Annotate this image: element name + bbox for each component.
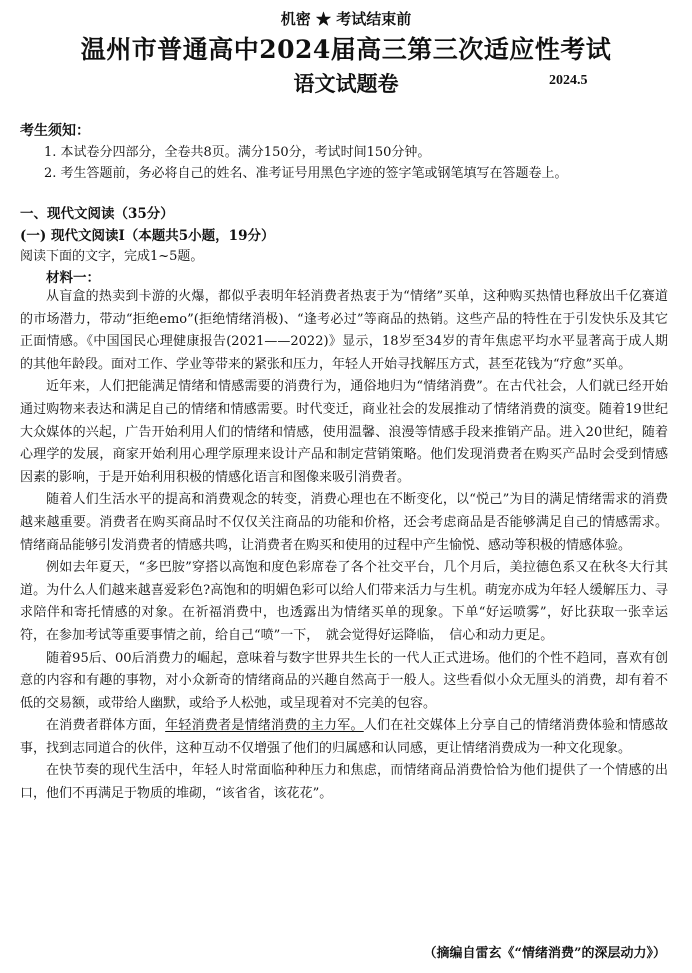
article-body [20, 286, 668, 806]
paragraph-1: 从盲盒的热卖到卡游的火爆，都似乎表明年轻消费者热衷于为“情绪”买单，这种购买热情也释放出千亿赛道的市场潜力，带动“拒绝emo”(拒绝情绪消极)、“逢考必过”等商品的热销。这些产品的特性在于引发快乐及其它正面情感。《中国国民心理健康报告(2021——2022)》显示，18岁至34岁的青年焦虑平均水平显著高于成人期的其他年龄段。面对工作、学业等带来的紧张和压力，年轻人开始寻找解压方式，甚至花钱为“疗愈”买单。 [20, 289, 668, 372]
paragraph-6-rest: 人们在社交媒体上分享自己的情绪消费体验和情感故事，找到志同道合的伙伴，这种互动不仅增强了他们的归属感和认同感，更让情绪消费成为一种文化现象。 [20, 718, 668, 756]
paragraph-3: 随着人们生活水平的提高和消费观念的转变，消费心理也在不断变化，以“悦己”为目的满足情绪需求的消费越来越重要。消费者在购买商品时不仅仅关注商品的功能和价格，还会考虑商品是否能够满足自己的情感需求。情绪商品能够引发消费者的情感共鸣，让消费者在购买和使用的过程中产生愉悦、感动等积极的情感体验。 [20, 492, 668, 553]
subsection-heading: (一) 现代文阅读Ⅰ（本题共5小题，19分） [20, 228, 275, 244]
section-heading: 一、现代文阅读（35分） [20, 206, 174, 222]
source-citation: （摘编自雷玄《“情绪消费”的深层动力》） [423, 946, 666, 961]
paragraph-7: 在快节奏的现代生活中，年轻人时常面临种种压力和焦虑，而情绪商品消费恰恰为他们提供了一个情感的出口，他们不再满足于物质的堆砌，“该省省，该花花”。 [20, 763, 668, 802]
exam-date: 2024.5 [549, 73, 588, 88]
paragraph-4: 例如去年夏天，“多巴胺”穿搭以高饱和度色彩席卷了各个社交平台，几个月后，美拉德色系又在秋冬大行其道。为什么人们越来越喜爱彩色?高饱和的明媚色彩可以给人们带来活力与生机。萌宠亦成为年轻人缓解压力、寻求陪伴和寄托情感的对象。在祈福消费中，也透露出为情绪买单的现象。下单“好运喷雾”，好比获取一张幸运符，在参加考试等重要事情之前，给自己“喷”一下， 就会觉得好运降临， 信心和动力更足。 [20, 560, 668, 643]
exam-title: 温州市普通高中2024届高三第三次适应性考试 [80, 35, 612, 64]
material-label: 材料一： [46, 270, 100, 286]
notice-title: 考生须知： [20, 123, 90, 139]
paragraph-6 [20, 715, 668, 760]
underlined-sentence: 年轻消费者是情绪消费的主力军。 [165, 718, 364, 734]
notice-item-1: 1. 本试卷分四部分，全卷共8页。满分150分，考试时间150分钟。 [44, 145, 431, 160]
reading-instruction: 阅读下面的文字，完成1~5题。 [20, 249, 204, 264]
notice-item-2: 2. 考生答题前，务必将自己的姓名、准考证号用黑色字迹的签字笔或钢笔填写在答题卷上。 [44, 166, 568, 181]
paragraph-6-start: 在消费者群体方面， [46, 718, 166, 734]
exam-subtitle: 语文试题卷 [293, 71, 399, 96]
paragraph-2: 近年来，人们把能满足情绪和情感需要的消费行为，通俗地归为“情绪消费”。在古代社会，人们就已经开始通过购物来表达和满足自己的情绪和情感需要。时代变迁，商业社会的发展推动了情绪消费的演变。随着19世纪大众媒体的兴起，广告开始利用人们的情绪和情感，使用温馨、浪漫等情感手段来推销产品。进入20世纪，随着心理学的发展，商家开始利用心理学原理来设计产品和制定营销策略。他们发现消费者在购买产品时会受到情感因素的影响，于是开始利用积极的情感化语言和图像来吸引消费者。 [20, 379, 668, 485]
paragraph-5: 随着95后、00后消费力的崛起，意味着与数字世界共生长的一代人正式进场。他们的个性不趋同，喜欢有创意的内容和有趣的事物，对小众新奇的情绪商品的兴趣自然高于一般人。这些看似小众无厘头的消费，却有着不低的交易额，或带给人幽默，或给予人松弛，或呈现着对不完美的包容。 [20, 650, 668, 711]
confidential-label: 机密 ★ 考试结束前 [280, 10, 412, 28]
